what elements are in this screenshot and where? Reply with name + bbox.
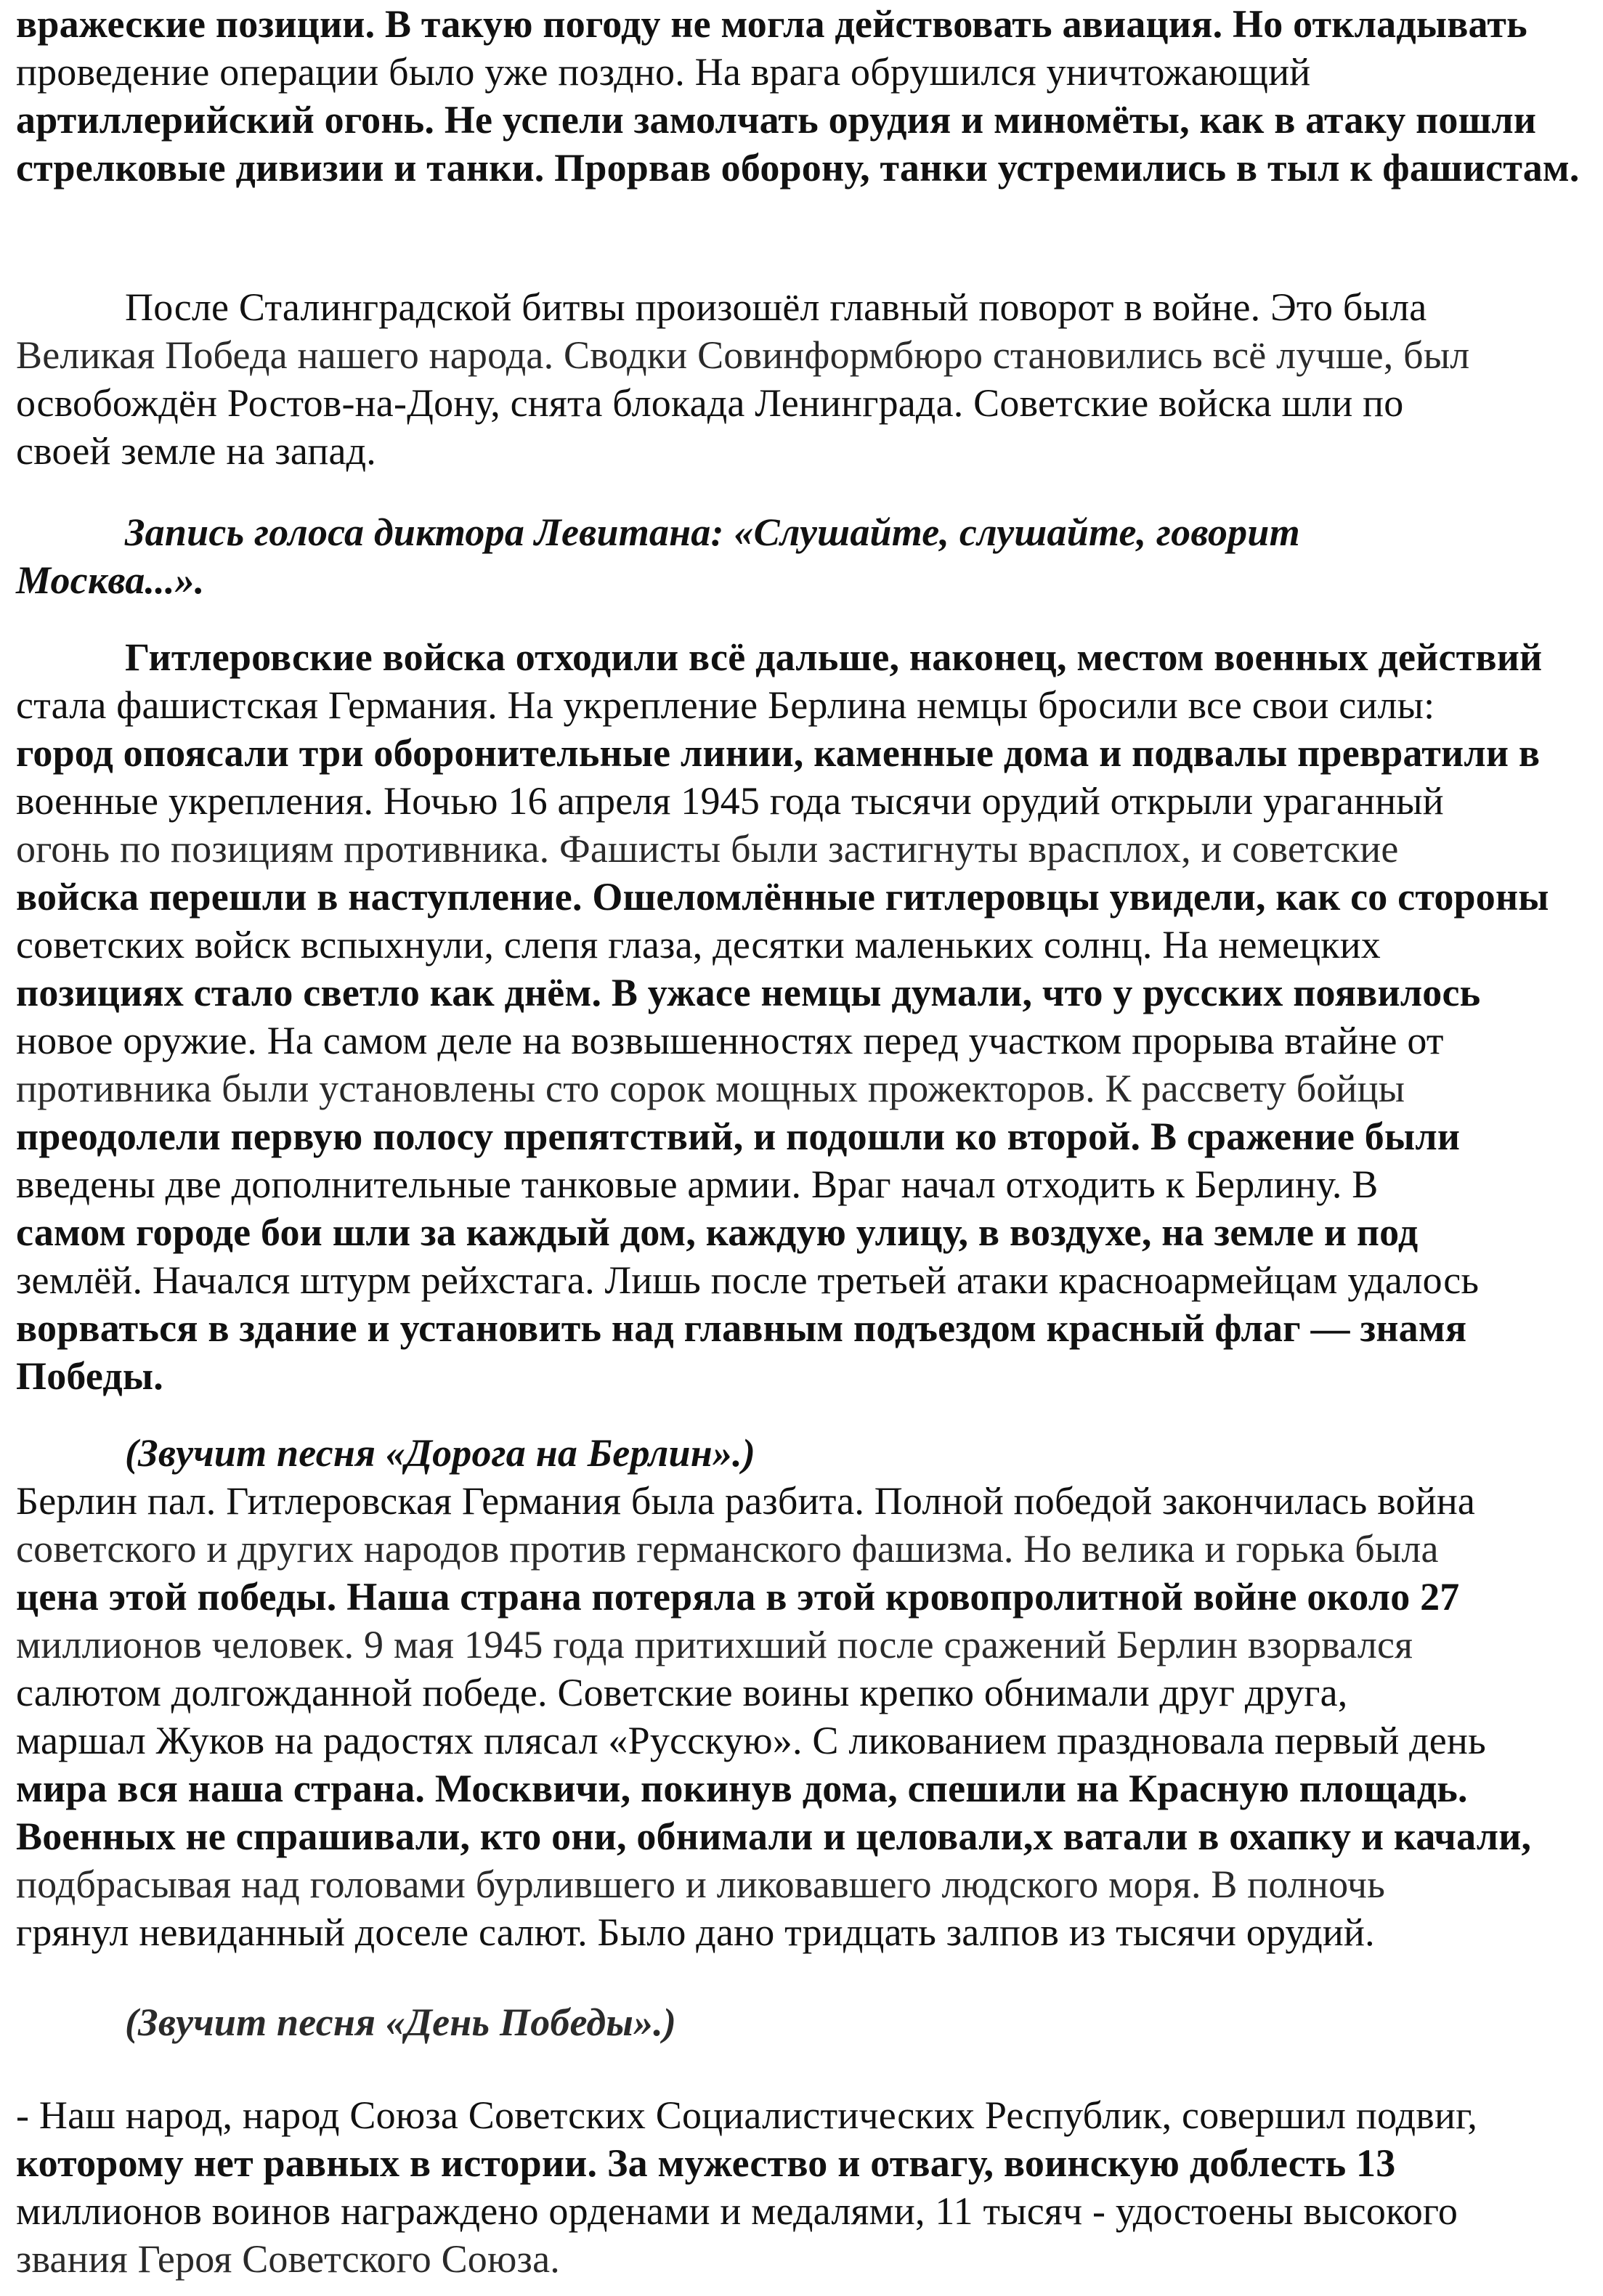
text-line: миллионов человек. 9 мая 1945 года притихший после сражений Берлин взорвался [16, 1623, 1413, 1666]
text-line: Гитлеровские войска отходили всё дальше, наконец, местом военных действий [125, 635, 1543, 679]
text-line: ворваться в здание и установить над главным подъездом красный флаг — знамя [16, 1306, 1467, 1350]
text-line: - Наш народ, народ Союза Советских Социалистических Республик, совершил подвиг, [16, 2093, 1478, 2137]
text-line: позициях стало светло как днём. В ужасе немцы думали, что у русских появилось [16, 971, 1481, 1014]
text-line: которому нет равных в истории. За мужество и отвагу, воинскую доблесть 13 [16, 2141, 1396, 2185]
text-line: Берлин пал. Гитлеровская Германия была разбита. Полной победой закончилась война [16, 1479, 1476, 1523]
text-line: стрелковые дивизии и танки. Прорвав оборону, танки устремились в тыл к фашистам. [16, 146, 1580, 190]
text-line: Военных не спрашивали, кто они, обнимали и целовали,х ватали в охапку и качали, [16, 1815, 1532, 1858]
text-line: введены две дополнительные танковые армии. Враг начал отходить к Берлину. В [16, 1163, 1379, 1206]
text-line: миллионов воинов награждено орденами и медалями, 11 тысяч - удостоены высокого [16, 2189, 1458, 2233]
text-line: новое оружие. На самом деле на возвышенностях перед участком прорыва втайне от [16, 1019, 1444, 1062]
text-line: советских войск вспыхнули, слепя глаза, десятки маленьких солнц. На немецких [16, 923, 1381, 966]
text-line: Запись голоса диктора Левитана: «Слушайте, слушайте, говорит [125, 510, 1300, 554]
text-line: артиллерийский огонь. Не успели замолчать орудия и миномёты, как в атаку пошли [16, 98, 1537, 142]
stage-direction: (Звучит песня «День Победы».) [125, 2000, 677, 2044]
text-line: маршал Жуков на радостях плясал «Русскую». С ликованием праздновала первый день [16, 1719, 1486, 1762]
text-line: Победы. [16, 1354, 163, 1398]
text-line: Великая Победа нашего народа. Сводки Совинформбюро становились всё лучше, был [16, 333, 1470, 377]
text-line: советского и других народов против германского фашизма. Но велика и горька была [16, 1527, 1439, 1571]
text-line: проведение операции было уже поздно. На врага обрушился уничтожающий [16, 50, 1311, 94]
text-line: салютом долгожданной победе. Советские воины крепко обнимали друг друга, [16, 1671, 1348, 1714]
text-line: грянул невиданный доселе салют. Было дано тридцать залпов из тысячи орудий. [16, 1910, 1375, 1954]
text-line: преодолели первую полосу препятствий, и подошли ко второй. В сражение были [16, 1115, 1461, 1158]
text-line: звания Героя Советского Союза. [16, 2237, 560, 2281]
text-line: подбрасывая над головами бурлившего и ликовавшего людского моря. В полночь [16, 1863, 1386, 1906]
text-line: противника были установлены сто сорок мощных прожекторов. К рассвету бойцы [16, 1067, 1405, 1110]
text-line: цена этой победы. Наша страна потеряла в этой кровопролитной войне около 27 [16, 1575, 1460, 1619]
text-line: город опоясали три оборонительные линии, каменные дома и подвалы превратили в [16, 731, 1541, 775]
text-line: самом городе бои шли за каждый дом, каждую улицу, в воздухе, на земле и под [16, 1210, 1419, 1254]
text-line: вражеские позиции. В такую погоду не могла действовать авиация. Но откладывать [16, 2, 1527, 46]
text-line: землёй. Начался штурм рейхстага. Лишь после третьей атаки красноармейцам удалось [16, 1258, 1480, 1302]
text-line: мира вся наша страна. Москвичи, покинув дома, спешили на Красную площадь. [16, 1767, 1468, 1810]
text-line: После Сталинградской битвы произошёл главный поворот в войне. Это была [125, 285, 1427, 329]
text-line: военные укрепления. Ночью 16 апреля 1945 года тысячи орудий открыли ураганный [16, 779, 1444, 823]
text-line: стала фашистская Германия. На укрепление Берлина немцы бросили все свои силы: [16, 683, 1435, 727]
text-line: огонь по позициям противника. Фашисты были застигнуты врасплох, и советские [16, 827, 1399, 871]
stage-direction: (Звучит песня «Дорога на Берлин».) [125, 1431, 756, 1475]
text-line: войска перешли в наступление. Ошеломлённые гитлеровцы увидели, как со стороны [16, 875, 1549, 919]
text-line: освобождён Ростов-на-Дону, снята блокада Ленинграда. Советские войска шли по [16, 381, 1404, 425]
text-line: Москва...». [16, 558, 205, 602]
text-line: своей земле на запад. [16, 429, 377, 473]
